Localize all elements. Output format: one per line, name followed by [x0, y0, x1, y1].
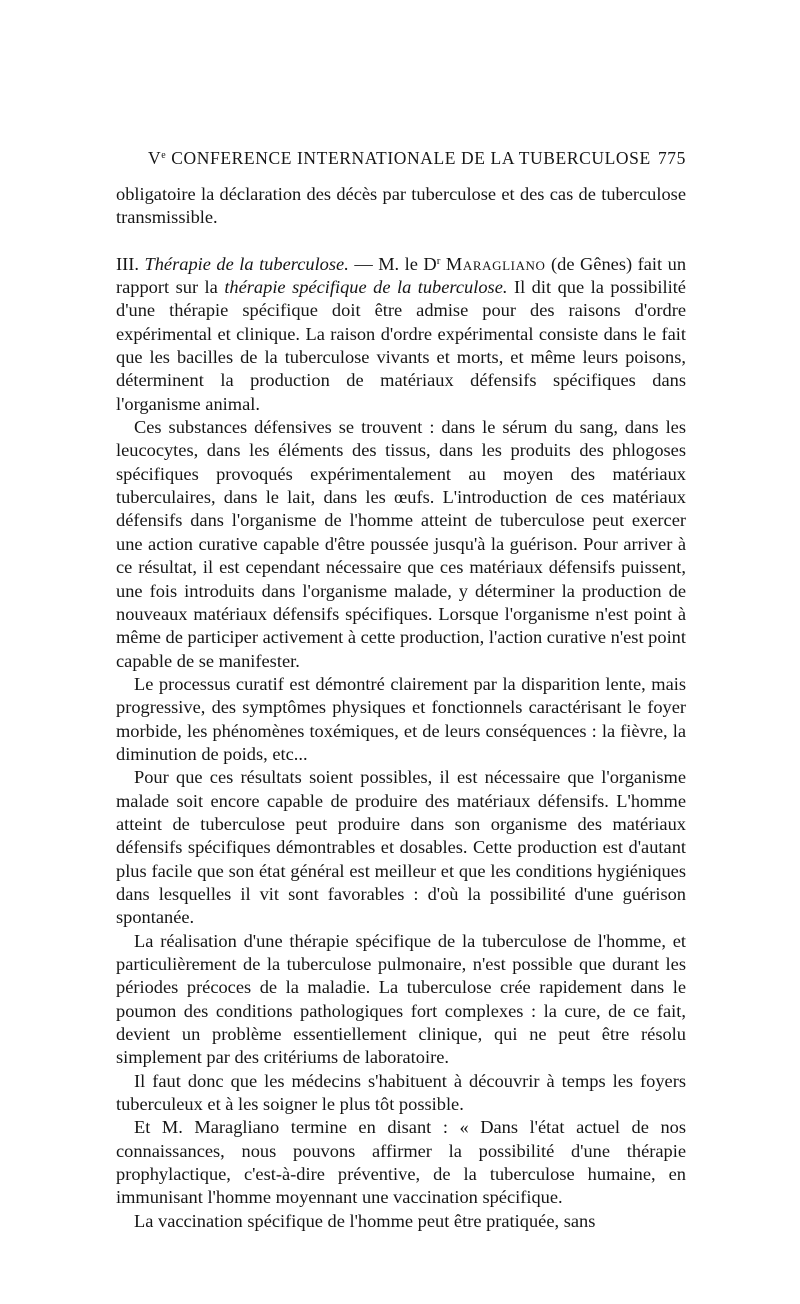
heading-dash: — M. le D — [354, 253, 437, 274]
paragraph-1-a: (de Gênes) fait un rapport sur la — [116, 253, 687, 298]
paragraph-3: Le processus curatif est démontré clairement par la disparition lente, mais progressive, des symptômes physiques et fonctionnels caractérisant le foyer morbide, les phénomènes toxémiques, et de leurs conséquences : la fièvre, la diminution de poids, etc... — [116, 673, 686, 764]
paragraph-7: Et M. Maragliano termine en disant : « Dans l'état actuel de nos connaissances, nous pouvons affirmer la possibilité d'une thérapie prophylactique, c'est-à-dire préventive, de la tuberculose humaine, en immunisant l'homme moyennant une vaccination spécifique. — [116, 1117, 686, 1208]
doctor-sup: r — [436, 254, 441, 267]
running-title-text: CONFERENCE INTERNATIONALE DE LA TUBERCULOSE — [171, 148, 651, 168]
page-number: 775 — [657, 148, 686, 168]
paragraph-6: Il faut donc que les médecins s'habituent à découvrir à temps les foyers tuberculeux et à les soigner le plus tôt possible. — [116, 1070, 686, 1115]
paragraph-0: obligatoire la déclaration des décès par tuberculose et des cas de tuberculose transmissible. — [116, 184, 686, 228]
paragraph-8: La vaccination spécifique de l'homme peut être pratiquée, sans — [134, 1210, 596, 1231]
section-heading: Thérapie de la tuberculose. — [144, 253, 349, 274]
paragraph-2: Ces substances défensives se trouvent : dans le sérum du sang, dans les leucocytes, dans les éléments des tissus, dans les produits des phlogoses spécifiques provoqués expérimentalement au moyen des matériaux tuberculaires, dans le lait, dans les œufs. L'introduction de ces matériaux défensifs dans l'organisme de l'homme atteint de tuberculose peut exercer une action curative capable d'être poussée jusqu'à la guérison. Pour arriver à ce résultat, il est cependant nécessaire que ces matériaux défensifs puissent, une fois introduits dans l'organisme malade, y déterminer la production de nouveaux matériaux défensifs spécifiques. Lorsque l'organisme n'est point à même de participer activement à cette production, l'action curative n'est point capable de se manifester. — [116, 417, 686, 671]
paragraph-4: Pour que ces résultats soient possibles, il est nécessaire que l'organisme malade soit encore capable de produire des matériaux défensifs. L'homme atteint de tuberculose peut produire dans son organisme des matériaux défensifs spécifiques démontrables et dosables. Cette production est d'autant plus facile que son état général est meilleur et que les conditions hygiéniques dans lesquelles il vit sont favorables : d'où la possibilité d'une guérison spontanée. — [116, 767, 686, 928]
running-title-ordinal: V — [148, 148, 162, 168]
author-name: Maragliano — [445, 253, 546, 274]
body-text — [116, 183, 686, 1233]
running-head — [148, 148, 686, 169]
running-title-ordinal-sup: e — [161, 150, 167, 161]
paragraph-1 — [116, 250, 686, 416]
running-title — [148, 148, 651, 169]
page — [116, 148, 686, 1233]
report-title: thérapie spécifique de la tuberculose. — [224, 277, 508, 298]
paragraph-1-b: Il dit que la possibilité d'une thérapie spécifique doit être admise pour des raisons d'ordre expérimental et clinique. La raison d'ordre expérimental consiste dans le fait que les bacilles de la tuberculose vivants et morts, et même leurs poisons, déterminent la production de matériaux défensifs spécifiques dans l'organisme animal. — [116, 277, 686, 414]
paragraph-5: La réalisation d'une thérapie spécifique de la tuberculose de l'homme, et particulièrement de la tuberculose pulmonaire, n'est possible que durant les périodes précoces de la maladie. La tuberculose crée rapidement dans le poumon des conditions pathologiques fort complexes : la cure, de ce fait, devient un problème essentiellement clinique, qui ne peut être résolu simplement par des critériums de laboratoire. — [116, 930, 686, 1068]
section-number: III. — [116, 253, 139, 274]
